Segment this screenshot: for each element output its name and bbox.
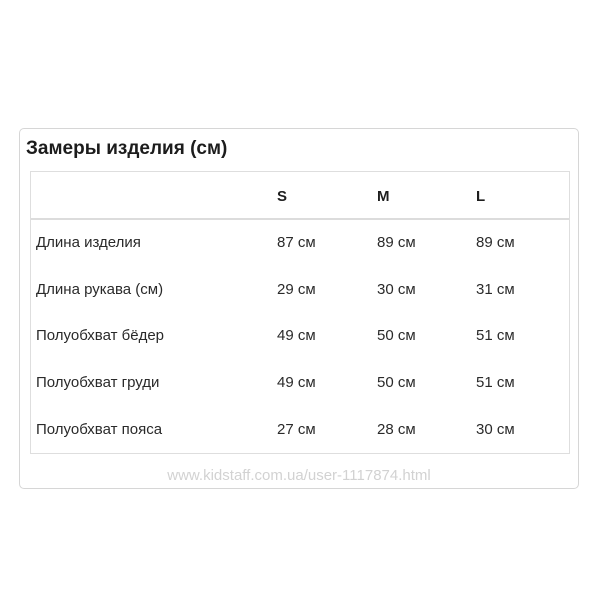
table-row: [31, 220, 569, 267]
cell-s: 27 см: [277, 421, 316, 438]
cell-l: 51 см: [476, 327, 515, 344]
header-cell-l: L: [476, 188, 486, 205]
row-label: Полуобхват пояса: [36, 421, 163, 438]
table-row: [31, 407, 569, 454]
header-cell-s: S: [277, 188, 288, 205]
cell-l: 51 см: [476, 374, 515, 391]
cell-s: 29 см: [277, 281, 316, 298]
cell-l: 30 см: [476, 421, 515, 438]
cell-m: 30 см: [377, 281, 416, 298]
cell-s: 49 см: [277, 374, 316, 391]
row-label: Длина изделия: [36, 234, 141, 251]
cell-l: 31 см: [476, 281, 515, 298]
size-chart-card: [19, 128, 579, 489]
watermark-text: www.kidstaff.com.ua/user-1117874.html: [167, 467, 431, 484]
cell-m: 89 см: [377, 234, 416, 251]
cell-l: 89 см: [476, 234, 515, 251]
cell-m: 50 см: [377, 327, 416, 344]
table-row: [31, 360, 569, 407]
cell-m: 50 см: [377, 374, 416, 391]
cell-m: 28 см: [377, 421, 416, 438]
header-cell-m: M: [377, 188, 390, 205]
table-row: [31, 267, 569, 314]
row-label: Полуобхват груди: [36, 374, 160, 391]
row-label: Полуобхват бёдер: [36, 327, 165, 344]
row-label: Длина рукава (см): [36, 281, 164, 298]
cell-s: 49 см: [277, 327, 316, 344]
table-header-row: [31, 172, 569, 220]
card-title: Замеры изделия (см): [26, 138, 228, 159]
table-row: [31, 313, 569, 360]
size-table: [30, 171, 570, 454]
cell-s: 87 см: [277, 234, 316, 251]
